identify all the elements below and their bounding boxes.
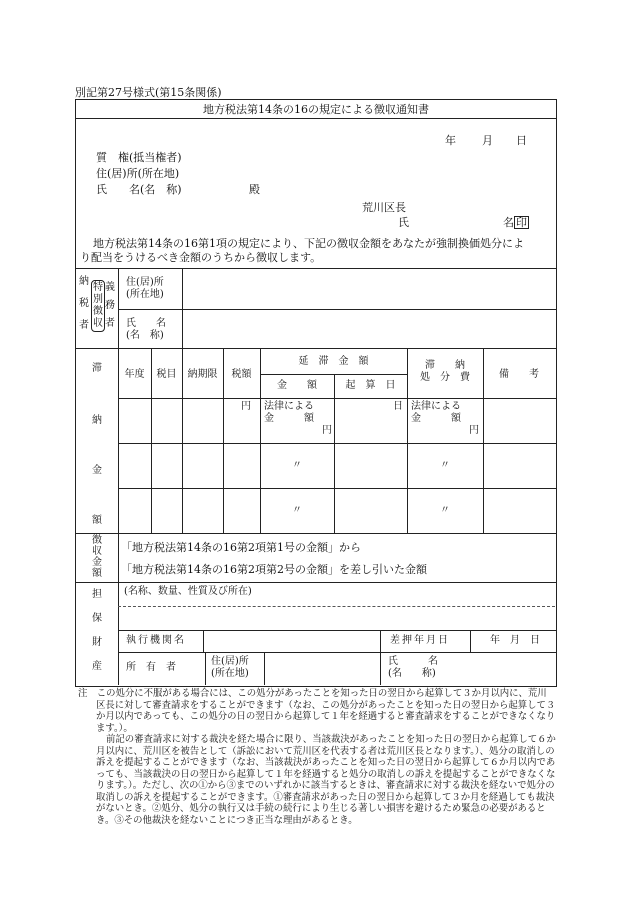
sender-org: 荒川区長	[362, 201, 406, 214]
collection-line-1: 「地方税法第14条の16第2項第1号の金額」から	[121, 541, 361, 554]
ditto-mark: 〃	[292, 505, 302, 516]
owner-label: 所 有 者	[126, 662, 176, 673]
late-fee-legal-amount: 法律による 金 額 円	[264, 401, 332, 436]
seizure-date-label: 差押年月日	[390, 635, 450, 646]
owner-address-label: 住(居)所 (所在地)	[211, 656, 249, 679]
collateral-side-label: 担 保 財 産	[92, 589, 102, 672]
yen-unit: 円	[241, 401, 251, 412]
taxpayer-outer-label: 納 税 者	[79, 276, 89, 331]
day-unit: 日	[393, 401, 403, 412]
obligor-label: 義 務 者	[105, 282, 115, 329]
taxpayer-name-label: 氏 名 (名 称)	[126, 318, 166, 341]
col-late-fee: 延 滞 金 額	[298, 356, 369, 367]
date-month: 月	[482, 134, 493, 147]
date-year: 年	[445, 134, 456, 147]
col-disposition-fee: 滞 納 処 分 費	[420, 360, 470, 383]
col-year: 年度	[124, 369, 145, 380]
collateral-description-label: (名称、数量、性質及び所在)	[124, 586, 252, 597]
ditto-mark: 〃	[440, 505, 450, 516]
recipient-line-2: 住(居)所(所在地)	[96, 167, 180, 180]
recipient-line-3: 氏 名(名 称)	[96, 183, 182, 196]
collection-line-2: 「地方税法第14条の16第2項第2号の金額」を差し引いた金額	[121, 563, 427, 576]
agency-label: 執行機関名	[126, 635, 186, 646]
sender-name-label-2: 名	[503, 216, 514, 229]
recipient-line-1: 質 権(抵当権者)	[96, 151, 182, 164]
ditto-mark: 〃	[292, 460, 302, 471]
body-text-1: 地方税法第14条の16第1項の規定により、下記の徴収金額をあなたが強制換価処分によ	[93, 237, 524, 250]
col-late-fee-start: 起 算 日	[345, 380, 396, 391]
col-remarks: 備 考	[499, 369, 539, 380]
body-text-2: り配当をうけるべき金額のうちから徴収します。	[80, 251, 322, 264]
seal-mark: 印	[516, 216, 527, 229]
col-due-date: 納期限	[187, 369, 218, 380]
col-tax-item: 税目	[156, 369, 177, 380]
page-title: 地方税法第14条の16の規定による徴収通知書	[203, 103, 429, 116]
honorific: 殿	[249, 183, 260, 196]
col-tax-amount: 税額	[231, 369, 252, 380]
col-late-fee-amount: 金 額	[277, 380, 317, 391]
special-collection-label: 特 別 徴 収	[91, 280, 105, 332]
sender-name-label: 氏	[398, 216, 409, 229]
disposition-legal-amount: 法律による 金 額 円	[411, 401, 479, 436]
date-day: 日	[516, 134, 527, 147]
arrears-side-label: 滞 納 金 額	[92, 363, 102, 526]
appeal-note: 注 この処分に不服がある場合には、この処分があったことを知った日の翌日から起算して３か月以内に、荒川区長に対して審査請求をすることができます（なお、この処分があったことを知った日の翌日から起算して３か月以内であっても、この処分の日の翌日から起算して１年を経過すると審査請求をすることができなくなります。）。 前記の審査請求に対する裁決を経た場合に限り、当該裁決があったことを知った日の翌日から起算して６か月以内に、荒川区を被告として（訴訟において荒川区を代表する者は荒川区長となります。）、処分の取消しの訴えを提起することができます（なお、当該裁決があったことを知った日の翌日から起算して６か月以内であっても、当該裁決の日の翌日から起算して１年を経過すると処分の取消しの訴えを提起することができなくなります。）。ただし、次の①から③までのいずれかに該当するときは、審査請求に対する裁決を経ないで処分の取消しの訴えを提起することができます。①審査請求があった日の翌日から起算して３か月を経過しても裁決がないとき。②処分、処分の執行又は手続の続行により生じる著しい損害を避けるため緊急の必要があるとき。③その他裁決を経ないことにつき正当な理由があるとき。	[78, 688, 556, 826]
ditto-mark: 〃	[440, 460, 450, 471]
seizure-date-value: 年 月 日	[490, 635, 540, 646]
owner-name-label: 氏 名 (名 称)	[388, 656, 438, 679]
taxpayer-address-label: 住(居)所 (所在地)	[126, 277, 164, 300]
form-reference: 別記第27号様式(第15条関係)	[75, 86, 222, 99]
collection-side-label: 徴 収 金 額	[92, 535, 102, 579]
